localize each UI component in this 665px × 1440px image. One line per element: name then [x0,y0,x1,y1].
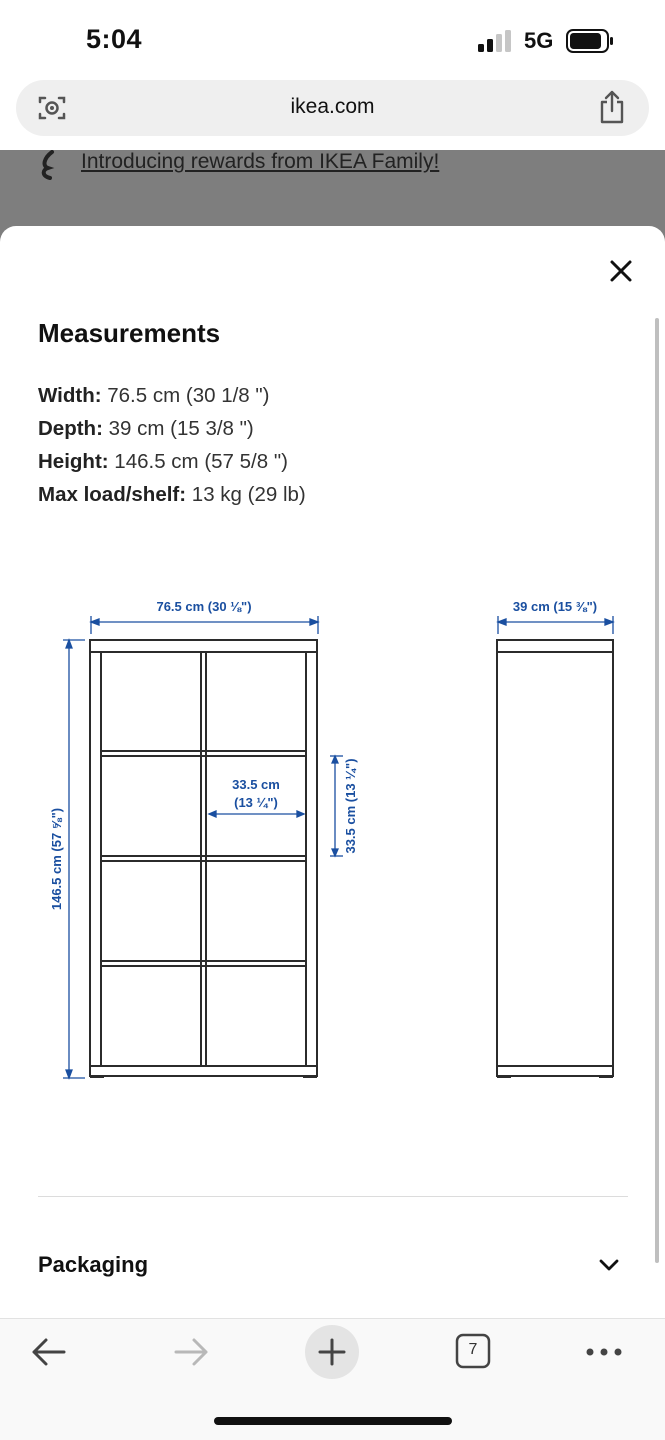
home-indicator[interactable] [214,1417,452,1425]
spec-row [38,445,306,478]
measurement-diagram [38,590,638,1090]
cell-width-label-line1: 33.5 cm [232,777,280,792]
signal-icon [478,30,514,52]
spec-value: 146.5 cm (57 5/8 ") [108,450,288,473]
depth-dimension-label: 39 cm (15 ⅜") [512,599,598,614]
share-icon[interactable] [597,90,627,124]
spec-row [38,412,306,445]
scrollbar[interactable] [655,318,659,1263]
status-time: 5:04 [86,24,143,54]
address-bar[interactable] [16,80,649,136]
spec-label: Depth: [38,417,103,440]
battery-icon [566,29,614,53]
spec-value: 76.5 cm (30 1/8 ") [101,384,270,407]
spec-list [38,379,306,511]
cell-width-label-line2: (13 ¼") [234,795,278,810]
spec-value: 13 kg (29 lb) [186,483,306,506]
more-icon[interactable] [584,1330,624,1374]
tabs-button[interactable] [455,1333,491,1369]
forward-arrow-icon[interactable] [170,1330,212,1374]
chevron-down-icon[interactable] [598,1256,620,1274]
spec-label: Width: [38,384,102,407]
width-dimension-label: 76.5 cm (30 ⅛") [156,599,252,614]
height-dimension-label: 146.5 cm (57 ⅝") [49,807,64,911]
tab-count: 7 [468,1341,478,1358]
spec-value: 39 cm (15 3/8 ") [102,417,254,440]
promo-link[interactable]: Introducing rewards from IKEA Family! [81,150,440,173]
back-arrow-icon[interactable] [28,1330,70,1374]
spec-row [38,478,306,511]
sheet-title: Measurements [38,318,221,348]
network-type: 5G [524,28,554,53]
packaging-section-title[interactable]: Packaging [38,1252,149,1277]
new-tab-icon[interactable] [304,1324,360,1380]
close-icon[interactable] [606,256,636,286]
url-text[interactable]: ikea.com [290,95,375,118]
cell-height-label: 33.5 cm (13 ¼") [343,758,358,854]
spec-label: Height: [38,450,109,473]
spec-row [38,379,306,412]
ikea-family-icon [38,150,64,180]
spec-label: Max load/shelf: [38,483,187,506]
status-bar [0,0,665,80]
divider [38,1196,628,1197]
